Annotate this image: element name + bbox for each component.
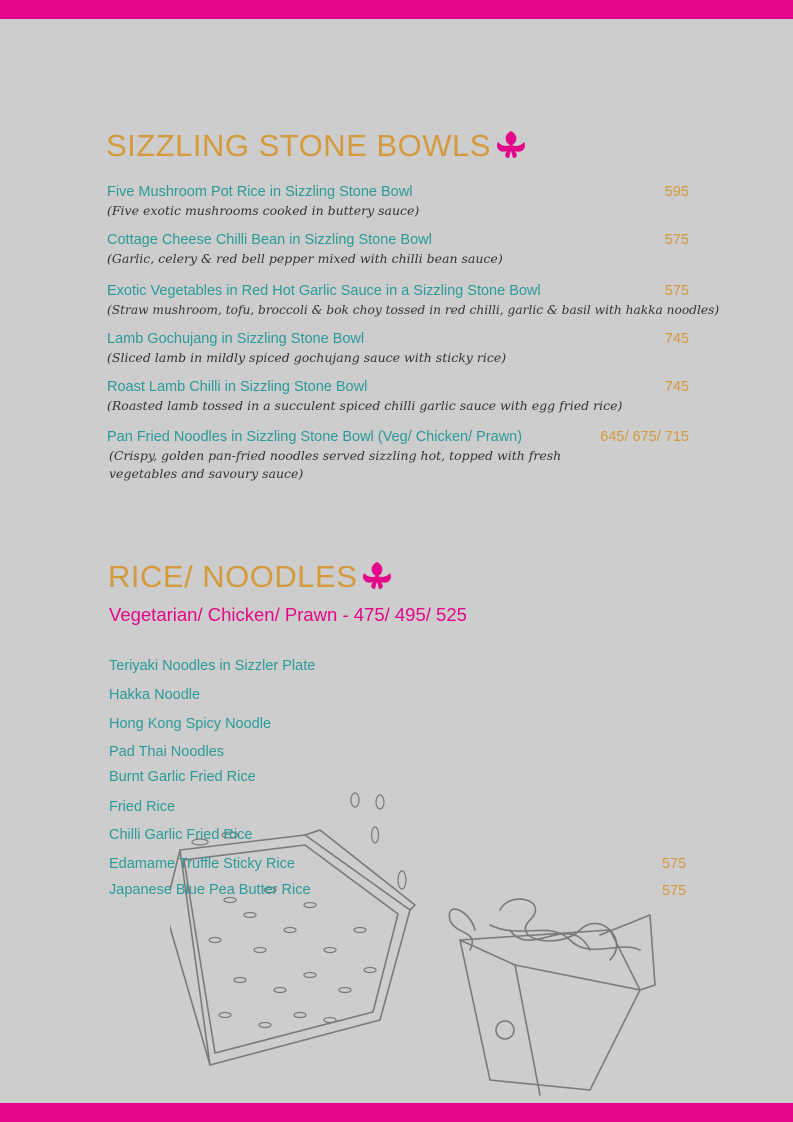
section-title-rice-noodles: RICE/ NOODLES (108, 558, 395, 600)
item-name: Five Mushroom Pot Rice in Sizzling Stone Bowl (107, 184, 413, 200)
item-price: 645/ 675/ 715 (600, 429, 689, 445)
item-description: (Straw mushroom, tofu, broccoli & bok choy tossed in red chilli, garlic & basil with hakka noodles) (107, 303, 720, 317)
item-price: 575 (664, 232, 689, 248)
item-description: (Garlic, celery & red bell pepper mixed with chilli bean sauce) (107, 251, 503, 266)
menu-item (107, 379, 689, 415)
item-name: Pan Fried Noodles in Sizzling Stone Bowl (Veg/ Chicken/ Prawn) (107, 429, 523, 445)
menu-item (107, 331, 689, 367)
fleur-de-lis-icon (493, 127, 529, 169)
menu-item (107, 283, 720, 319)
item-price: 575 (664, 283, 689, 299)
rice-item-price: 575 (662, 856, 687, 872)
item-description: (Five exotic mushrooms cooked in buttery sauce) (107, 203, 420, 218)
item-name: Roast Lamb Chilli in Sizzling Stone Bowl (107, 379, 368, 395)
rice-item: Japanese Blue Pea Butter Rice (109, 882, 311, 898)
rice-item: Hakka Noodle (109, 687, 201, 703)
item-price: 595 (664, 184, 689, 200)
rice-item: Pad Thai Noodles (109, 744, 225, 760)
bottom-accent-bar (0, 1103, 793, 1122)
rice-item-price: 575 (662, 883, 687, 899)
top-accent-bar (0, 0, 793, 19)
item-name: Exotic Vegetables in Red Hot Garlic Sauce in a Sizzling Stone Bowl (107, 283, 541, 299)
rice-item: Chilli Garlic Fried Rice (109, 827, 253, 843)
item-description: (Sliced lamb in mildly spiced gochujang sauce with sticky rice) (107, 350, 507, 365)
item-name: Lamb Gochujang in Sizzling Stone Bowl (107, 331, 365, 347)
item-name: Cottage Cheese Chilli Bean in Sizzling Stone Bowl (107, 232, 432, 248)
rice-item: Teriyaki Noodles in Sizzler Plate (109, 658, 316, 674)
item-price: 745 (664, 331, 689, 347)
rice-noodles-subtitle: Vegetarian/ Chicken/ Prawn - 475/ 495/ 525 (109, 604, 467, 625)
menu-item (107, 232, 689, 268)
item-description: (Roasted lamb tossed in a succulent spiced chilli garlic sauce with egg fried rice) (107, 398, 623, 413)
item-description: (Crispy, golden pan-fried noodles served sizzling hot, topped with fresh vegetables and savoury sauce) (109, 448, 562, 481)
rice-item: Hong Kong Spicy Noodle (109, 716, 272, 732)
rice-item: Edamame Truffle Sticky Rice (109, 856, 295, 872)
section-title-sizzling: SIZZLING STONE BOWLS (106, 127, 529, 169)
rice-item: Fried Rice (109, 799, 176, 815)
rice-item: Burnt Garlic Fried Rice (109, 769, 256, 785)
fleur-de-lis-icon (359, 558, 395, 600)
menu-item (107, 429, 689, 483)
item-price: 745 (664, 379, 689, 395)
menu-item (107, 184, 689, 220)
